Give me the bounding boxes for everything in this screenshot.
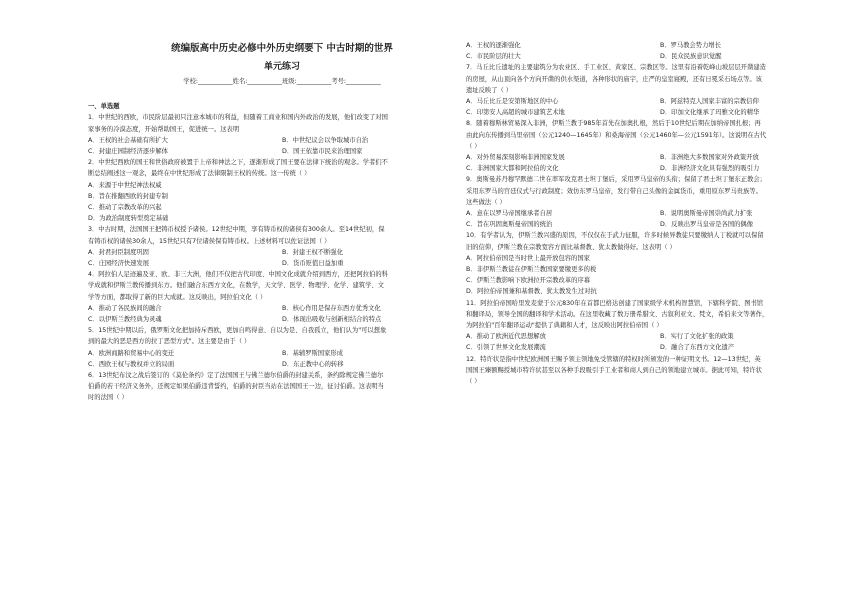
option-a: A．封君封臣制度巩固 <box>88 248 149 256</box>
document-title: 统编版高中历史必修中外历史纲要下 中古时期的世界 <box>171 43 393 54</box>
question-text: （ ） <box>466 378 481 386</box>
question-text: 11．阿拉伯帝国哈里发麦蒙于公元830年在首都巴格达创建了国家级学术机构智慧馆，下辖科学院、图书馆 <box>466 299 764 307</box>
option-c: C．庄园经济快速发展 <box>88 260 150 268</box>
option-c: C．封建庄园制经济逐步解体 <box>88 148 168 156</box>
question-text: 断总结阐述这一观念，最终在中世纪形成了法律限制王权的传统。这一传统（ ） <box>88 170 311 178</box>
option-d: D．非洲经济文化具有强烈的吸引力 <box>660 165 760 173</box>
question-text: 遗址反映了（ ） <box>466 86 513 94</box>
option-c: C．推动了宗教改革的兴起 <box>88 204 162 212</box>
question-7 <box>466 62 854 118</box>
section-heading: 一、单选题 <box>88 103 120 111</box>
option-b: B．基辅罗斯国家形成 <box>282 349 343 357</box>
question-9 <box>466 174 854 230</box>
option-b: B．中世纪议会以争取城市自治 <box>282 136 369 144</box>
option-b: B．阿兹特克人国家丰富的宗教信仰 <box>660 98 759 106</box>
option-a: A．意在以罗马帝国继承者自居 <box>466 210 553 218</box>
option-b: B．非伊斯兰教徒在伊斯兰教国家要缴更多的税 <box>466 266 597 274</box>
option-a: A．欧洲商路和贸易中心的变迁 <box>88 349 175 357</box>
student-info-line: 学校:___________姓名:___________班级:___________考号:___________ <box>183 78 381 85</box>
question-5 <box>88 325 476 370</box>
left-column <box>88 40 476 404</box>
question-text: 这些做法（ ） <box>466 198 506 206</box>
option-b: B．罗马教会势力增长 <box>660 42 721 49</box>
question-text: 3．中古时期，法国国王把铸币权授予诸侯。12世纪中期，享有铸币权的诸侯有300余人。至14世纪初，保 <box>88 226 385 234</box>
option-a: A．马丘比丘是安第斯地区的中心 <box>466 98 559 106</box>
option-c: C．市民阶层的壮大 <box>466 53 521 61</box>
option-d: D．反映出罗马皇帝是各国的偶像 <box>660 221 754 229</box>
option-c: C．伊斯兰教影响下欧洲拉开宗教改革的序幕 <box>466 277 591 285</box>
option-d: D．阿拉伯帝国兼和基督教、犹太教发生过对抗 <box>466 288 597 296</box>
question-text: 6．13世纪布汶之战后签订的《莫伦条约》定了法国国王与佛兰德尔伯爵的封建关系，条约除规定佛兰德尔 <box>88 372 384 380</box>
option-d: D．体现出吸收与创新相结合的特点 <box>282 316 382 324</box>
question-text: 4．阿拉伯人足迹遍及亚、欧、非三大洲，他们不仅把古代印度、中国文化成就介绍到西方，还把阿拉伯的科 <box>88 271 388 279</box>
question-text: 和翻译局，领导全国的翻译和学术活动。在这里收藏了数万册希腊文、古叙利亚文、梵文，希伯来文等著作， <box>466 310 769 318</box>
option-b: B．说明奥斯曼帝国崇尚武力扩张 <box>660 210 753 218</box>
option-b: B．非洲绝大多数国家对外政策开放 <box>660 154 759 162</box>
question-6-options <box>466 40 854 62</box>
question-1 <box>88 112 476 157</box>
option-c: C．以伊斯兰教经典为灵魂 <box>88 316 162 324</box>
document-subtitle: 单元练习 <box>263 62 300 72</box>
option-a: A．推动了欧洲近代思想解放 <box>466 333 546 341</box>
option-a: A．王权的逐渐强化 <box>466 42 521 49</box>
question-text: 5．15世纪中期以后，俄罗斯文化把加持斥西欧，更加自鸣得意、自以为是、自我孤立，他们认为"可以想象 <box>88 327 387 335</box>
question-text: 7．马丘比丘遗址的主要建筑分为农业区、手工业区、黄家区、宗教区等。这里有沿着乾峰山坡层层开凿建造 <box>466 64 766 72</box>
question-8 <box>466 118 854 174</box>
option-c: C．印第安人高超的城市建筑艺术地 <box>466 109 565 117</box>
question-text: 伯爵的若干经济义务外，还规定如果伯爵违背誓约，伯爵的封臣当站在法国国王一边，征讨伯爵。这表明当 <box>88 383 384 391</box>
question-6 <box>88 370 476 404</box>
option-d: D．融合了东西方文化遗产 <box>660 344 735 352</box>
question-text: 1．中世纪的西欧，市民阶层最初只注意本城市的利益，但随着工商业和国内外政治的发展，他们改变了对国 <box>88 114 388 122</box>
question-text: 2．中世纪西欧的国王和世俗政府被置于上帝和神法之下，逐渐形成了国王要在法律下统治的观念。学者们不 <box>88 159 388 167</box>
question-text: 旧的信仰，伊斯兰教在宗教宽容方面比基督教、犹太教做得好。这表明（ ） <box>466 243 676 251</box>
question-text: 学成就和伊斯兰教传播到东方。他们融合东西方文化，在数学，天文学、医学、物理学、化学、建筑学、文 <box>88 282 384 290</box>
option-c: C．西欧王权与教权并立的局面 <box>88 360 175 368</box>
option-a: A．王权的社会基础有所扩大 <box>88 136 168 144</box>
question-11 <box>466 298 854 354</box>
option-c: C．旨在巩固奥斯曼帝国的统治 <box>466 221 553 229</box>
question-4 <box>88 269 476 325</box>
question-2 <box>88 157 476 224</box>
question-text: 国国王臻额赐授城市特许状甚至以各种手段吸引手工业者和商人到自己的领地建立城市。据此可知，特许状 <box>466 366 762 374</box>
option-b: B．实行了文化扩张的政策 <box>660 333 734 341</box>
question-text: 10．有学者认为，伊斯兰教兴盛的原因，不仅仅在于武力征服，许多时候异教徒只要缴纳人丁税就可以保留 <box>466 232 764 240</box>
option-d: D．民众民族意识觉醒 <box>660 53 722 61</box>
question-3 <box>88 224 476 269</box>
question-text: 有铸币权的诸侯30余人，15世纪只有7位诸侯保有铸币权。上述材料可以佐证法国（ ） <box>88 237 331 245</box>
question-text: 采用东罗马的宫廷仪式与行政制度；效仿东罗马皇帝，发行带自己头像的金属货币，重用原东罗马贵族等。 <box>466 187 762 195</box>
question-text: 为阿拉伯"百年翻译运动"提供了典籍和人才，这反映出阿拉伯帝国（ ） <box>466 322 663 330</box>
option-a: A．阿拉伯帝国是当时世上最开放包容的国家 <box>466 254 590 262</box>
option-d: D．东正教中心的转移 <box>282 360 344 368</box>
question-text: （ ） <box>466 142 481 150</box>
option-b: B．旨在推翻西欧的封建专制 <box>88 192 168 200</box>
question-text: 9．奥斯曼苏丹穆罕默德二世在率军攻克君士坦丁堡后，采用罗马皇帝的头衔；保留了君士坦丁堡东正教会； <box>466 176 766 184</box>
question-text: 家事务的冷漠态度，开始帮助国王，促进统一。这表明 <box>88 125 240 133</box>
option-c: C．引领了世界文化发展潮流 <box>466 344 546 352</box>
question-text: 到的最大的恶是西方的拉丁恶型方式"。这主要是由于（ ） <box>88 338 251 346</box>
question-text: 学等方面，都取得了新的巨大成就。这反映出，阿拉伯文化（ ） <box>88 293 267 301</box>
option-d: D．印加文化继承了玛雅文化的精华 <box>660 109 760 117</box>
question-12 <box>466 354 854 388</box>
option-d: D．为政治制度转型奠定基础 <box>88 215 169 223</box>
question-text: 由此向东传播到马里帝国（公元1240—1645年）和桑海帝国（公元1460年—公元1591年）。这说明在古代 <box>466 131 767 139</box>
option-d: D．国王依靠市民来治理国家 <box>282 148 363 156</box>
right-column <box>466 40 854 387</box>
question-10 <box>466 230 854 297</box>
option-a: A．来源于中世纪神法权威 <box>88 181 162 189</box>
question-text: 的房屋，从山顶向各个方向开凿的供水渠道，各种形状的庙宇，庄严的皇室寝殿，还有日冕采石场点等。该 <box>466 75 762 83</box>
option-d: D．货币贬值日益加重 <box>282 260 344 268</box>
question-text: 8．随着穆斯林贸易深入非洲，伊斯兰教于985年首先在加奥扎根，然后于10世纪后期在加纳帝国扎根；再 <box>466 120 761 128</box>
option-c: C．非洲国家大都和阿拉伯的文化 <box>466 165 559 173</box>
option-b: B．核心作用是保存东西方优秀文化 <box>282 304 381 312</box>
option-a: A．对外贸易深刻影响非洲国家发展 <box>466 154 565 162</box>
question-text: 时的法国（ ） <box>88 394 128 402</box>
question-text: 12．特许状是指中世纪欧洲国王赐予领主领地免受管辖的特权时所颁发的一种证明文书。12—13世纪，英 <box>466 355 761 363</box>
option-a: A．推动了各民族间的融合 <box>88 304 162 312</box>
option-b: B．封建王权不断强化 <box>282 248 343 256</box>
